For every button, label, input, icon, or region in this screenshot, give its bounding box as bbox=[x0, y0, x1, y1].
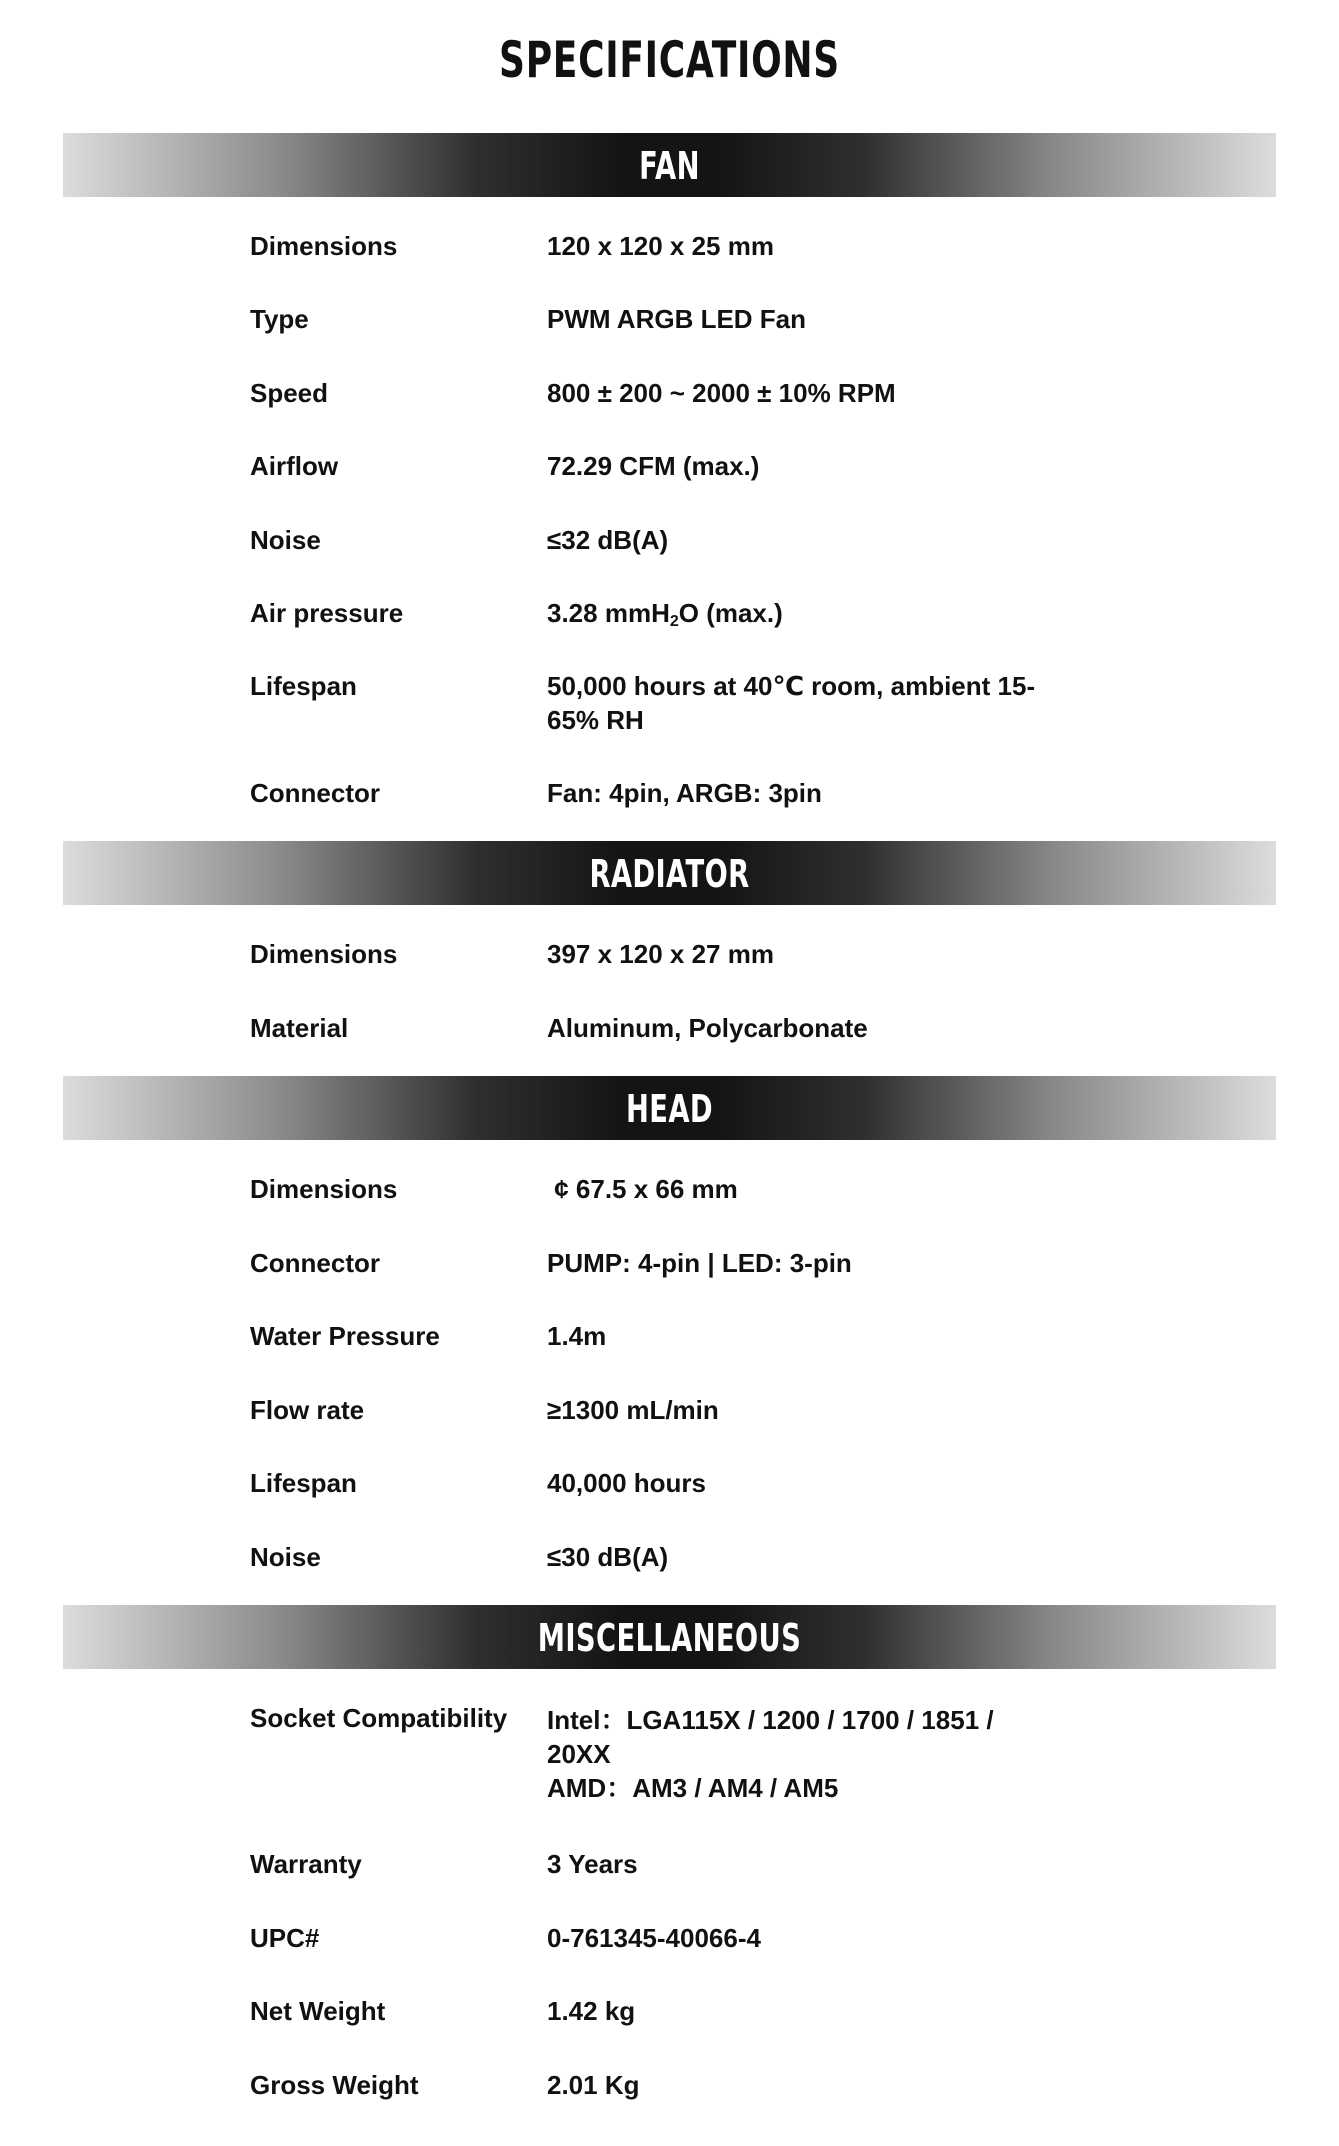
spec-label: Water Pressure bbox=[250, 1321, 440, 1351]
spec-label: Connector bbox=[250, 778, 380, 808]
spec-value-line: 50,000 hours at 40℃ room, ambient 15- bbox=[547, 671, 1036, 701]
spec-label: Air pressure bbox=[250, 598, 404, 628]
spec-value-line: AMD：AM3 / AM4 / AM5 bbox=[547, 1773, 839, 1803]
section-title-radiator: RADIATOR bbox=[589, 852, 750, 896]
spec-value-line: 20XX bbox=[547, 1739, 611, 1769]
section-title-fan: FAN bbox=[639, 144, 700, 188]
spec-label: Warranty bbox=[250, 1849, 362, 1879]
spec-label: Airflow bbox=[250, 451, 339, 481]
spec-value-line: 65% RH bbox=[547, 705, 644, 735]
spec-label: UPC# bbox=[250, 1923, 320, 1953]
spec-value-subscript: 2 bbox=[669, 613, 679, 630]
section-header-head bbox=[63, 1076, 1276, 1140]
spec-value: PWM ARGB LED Fan bbox=[547, 304, 807, 334]
spec-value bbox=[547, 1703, 1047, 1805]
spec-value: ≤32 dB(A) bbox=[547, 525, 669, 555]
spec-label: Type bbox=[250, 304, 309, 334]
spec-value-part: O (max.) bbox=[678, 598, 783, 628]
section-header-fan bbox=[63, 133, 1276, 197]
spec-label: Noise bbox=[250, 1542, 321, 1572]
spec-label: Material bbox=[250, 1013, 349, 1043]
spec-value: Fan: 4pin, ARGB: 3pin bbox=[547, 778, 822, 808]
spec-label: Flow rate bbox=[250, 1395, 365, 1425]
section-header-miscellaneous bbox=[63, 1605, 1276, 1669]
spec-value: 800 ± 200 ~ 2000 ± 10% RPM bbox=[547, 378, 896, 408]
spec-value: 1.42 kg bbox=[547, 1996, 636, 2026]
spec-label: Lifespan bbox=[250, 671, 357, 701]
spec-value bbox=[547, 669, 1047, 737]
spec-value-line: Intel：LGA115X / 1200 / 1700 / 1851 / bbox=[547, 1705, 994, 1735]
spec-value bbox=[547, 596, 1047, 630]
spec-value: 3 Years bbox=[547, 1849, 638, 1879]
spec-value: 120 x 120 x 25 mm bbox=[547, 231, 774, 261]
spec-value: 72.29 CFM (max.) bbox=[547, 451, 760, 481]
page-title: SPECIFICATIONS bbox=[499, 31, 840, 89]
spec-value: 0-761345-40066-4 bbox=[547, 1923, 761, 1953]
spec-value: Aluminum, Polycarbonate bbox=[547, 1013, 868, 1043]
spec-label: Dimensions bbox=[250, 231, 398, 261]
spec-value-part: 3.28 mmH bbox=[547, 598, 670, 628]
spec-label: Speed bbox=[250, 378, 329, 408]
spec-label: Dimensions bbox=[250, 1174, 398, 1204]
spec-label: Connector bbox=[250, 1248, 380, 1278]
section-title-miscellaneous: MISCELLANEOUS bbox=[537, 1616, 802, 1660]
spec-value: ≤30 dB(A) bbox=[547, 1542, 669, 1572]
section-title-head: HEAD bbox=[626, 1087, 713, 1131]
spec-value: 40,000 hours bbox=[547, 1468, 706, 1498]
spec-label: Lifespan bbox=[250, 1468, 357, 1498]
spec-label: Net Weight bbox=[250, 1996, 386, 2026]
spec-label: Noise bbox=[250, 525, 321, 555]
section-header-radiator bbox=[63, 841, 1276, 905]
spec-value: 1.4m bbox=[547, 1321, 607, 1351]
spec-label: Gross Weight bbox=[250, 2070, 419, 2100]
spec-value: 2.01 Kg bbox=[547, 2070, 640, 2100]
spec-value: ≥1300 mL/min bbox=[547, 1395, 719, 1425]
spec-value: ¢ 67.5 x 66 mm bbox=[547, 1174, 738, 1204]
spec-label: Dimensions bbox=[250, 939, 398, 969]
spec-value: 397 x 120 x 27 mm bbox=[547, 939, 774, 969]
spec-value: PUMP: 4-pin | LED: 3-pin bbox=[547, 1248, 852, 1278]
spec-label: Socket Compatibility bbox=[250, 1703, 508, 1733]
